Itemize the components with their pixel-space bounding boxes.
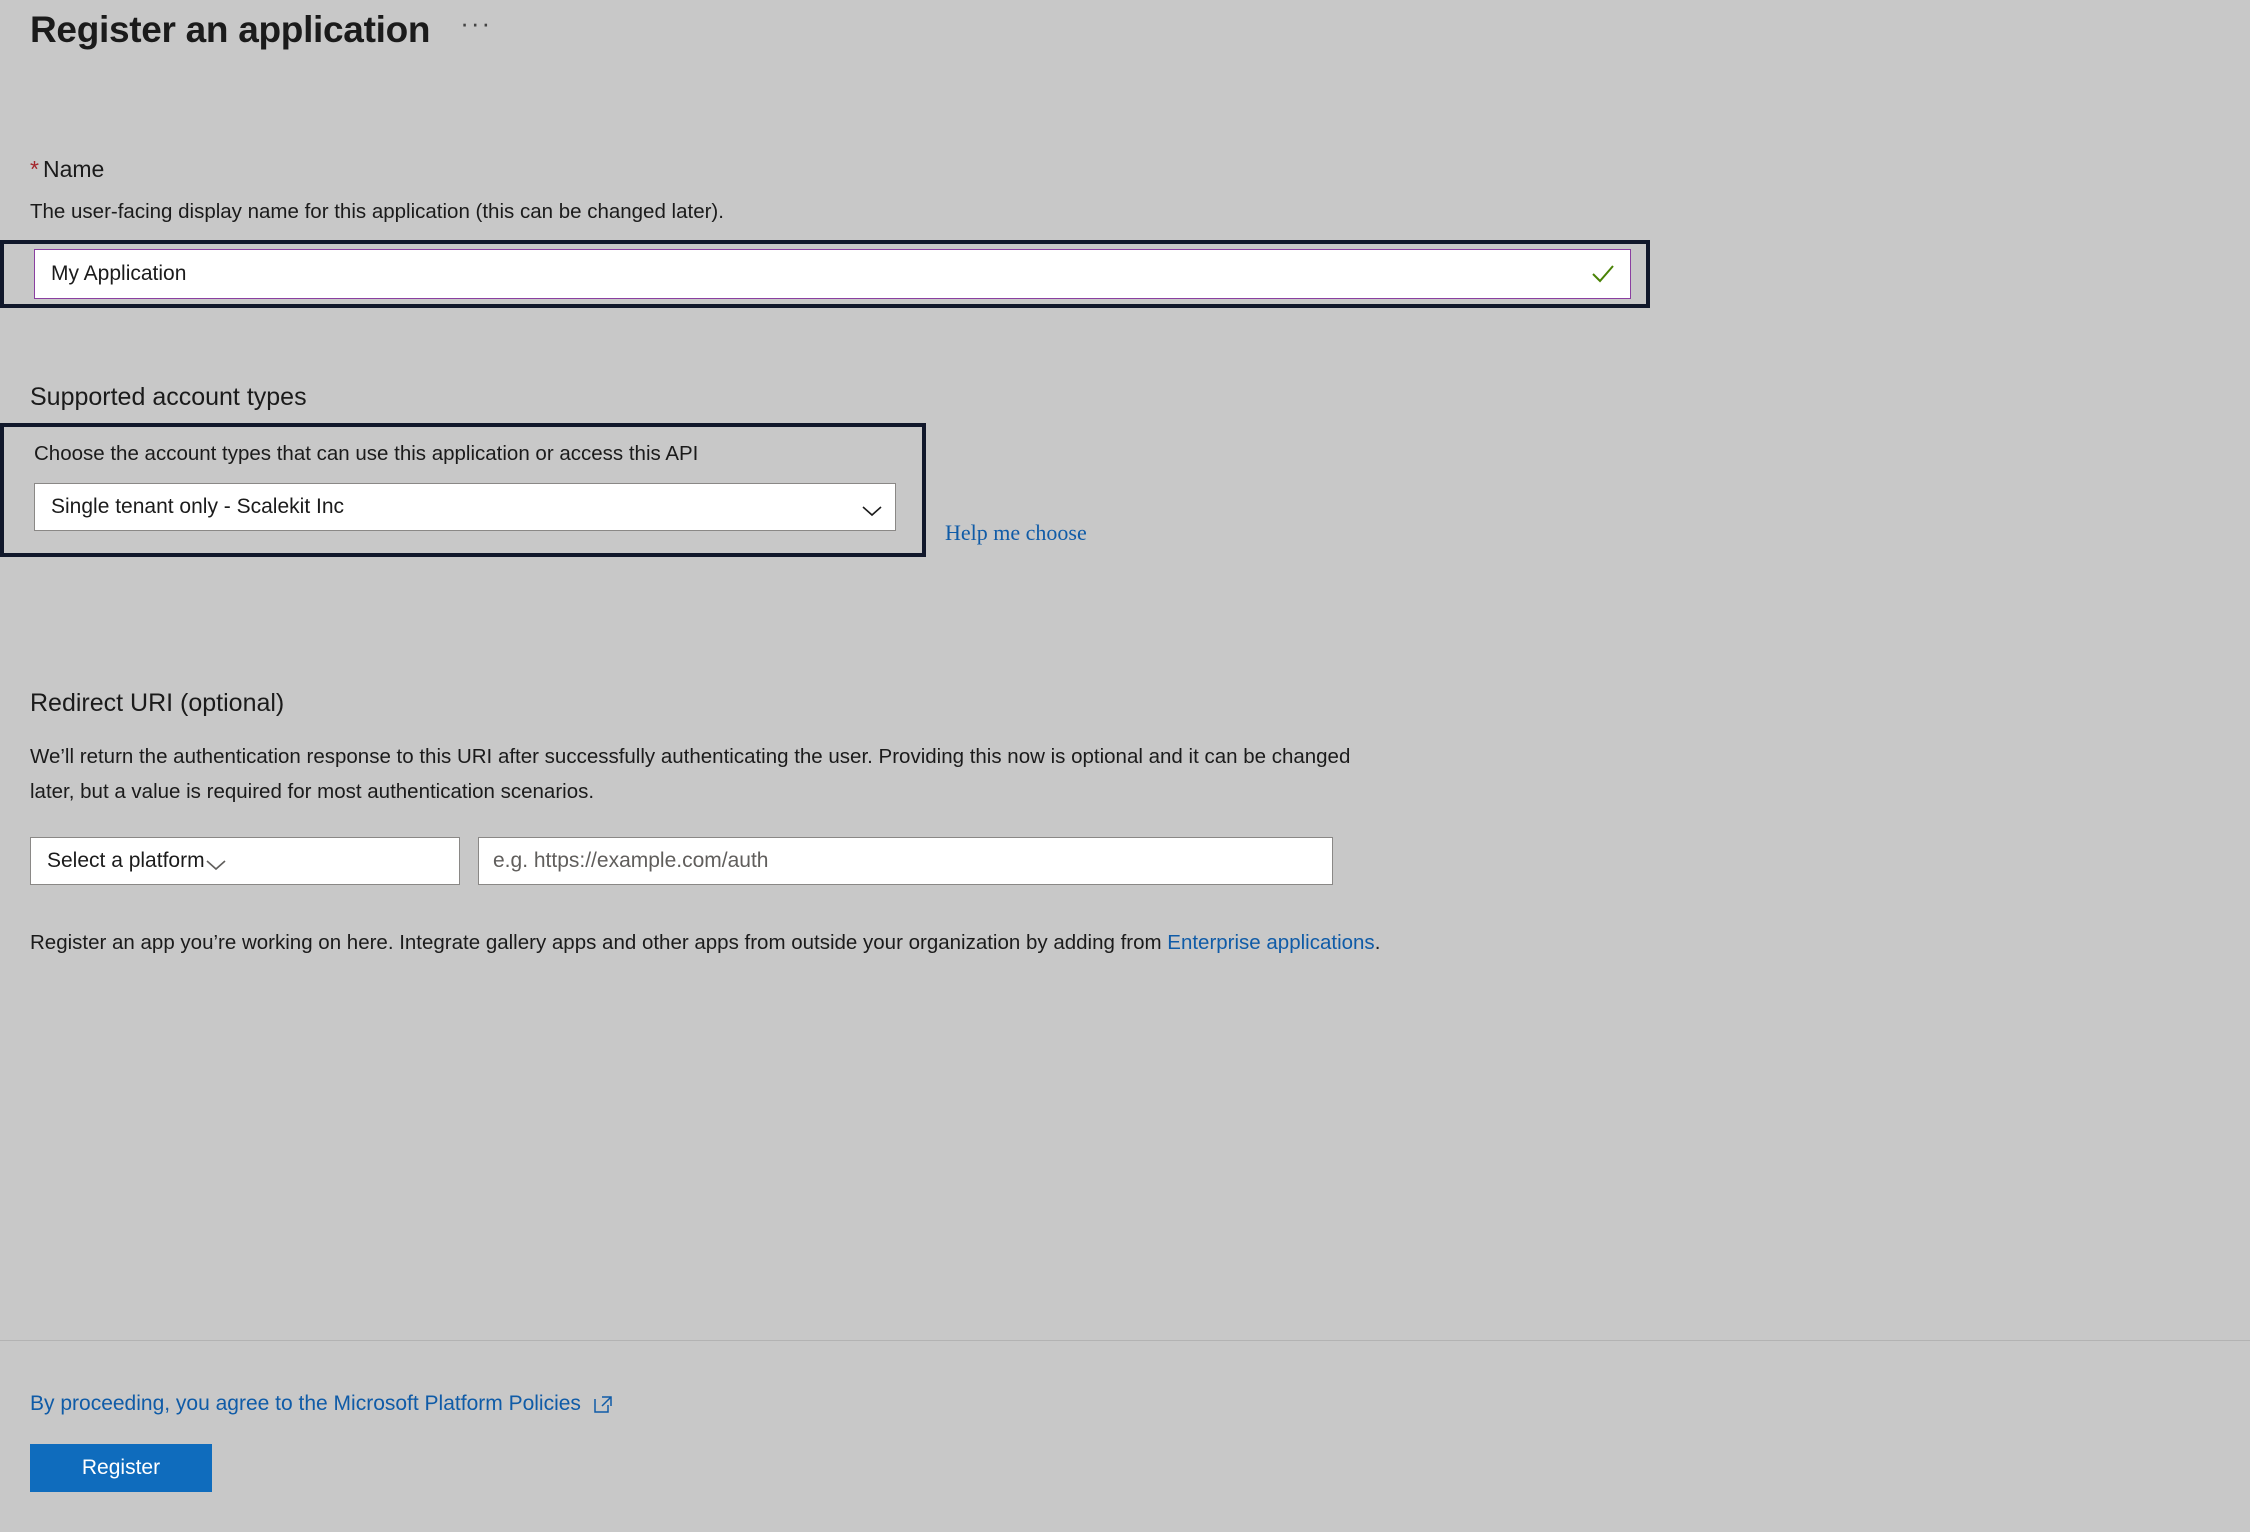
account-types-dropdown[interactable]	[34, 483, 896, 531]
redirect-uri-heading: Redirect URI (optional)	[30, 689, 285, 717]
name-label-text: Name	[42, 156, 105, 182]
footer-divider	[0, 1340, 2250, 1341]
name-field-focus-ring	[0, 240, 1650, 308]
enterprise-apps-footnote	[30, 929, 2250, 957]
name-label	[30, 155, 2250, 183]
title-row	[30, 0, 2250, 60]
footnote-text-after: .	[1374, 931, 1381, 954]
account-types-row	[34, 483, 904, 531]
redirect-uri-input[interactable]	[478, 837, 1333, 885]
enterprise-applications-link[interactable]: Enterprise applications	[1167, 931, 1375, 954]
more-actions-icon[interactable]: ···	[460, 8, 493, 38]
redirect-uri-placeholder: e.g. https://example.com/auth	[493, 849, 769, 872]
external-link-icon	[593, 1394, 613, 1414]
account-types-section	[30, 381, 2250, 557]
account-types-description: Choose the account types that can use this application or access this API	[34, 442, 699, 465]
name-section	[30, 155, 2250, 308]
account-types-inner	[34, 441, 904, 531]
name-description: The user-facing display name for this application (this can be changed later).	[30, 200, 724, 223]
redirect-uri-section	[30, 687, 2250, 957]
platform-dropdown-placeholder: Select a platform	[47, 849, 205, 872]
register-button[interactable]: Register	[30, 1444, 212, 1492]
chevron-down-icon	[861, 500, 883, 514]
platform-dropdown[interactable]	[30, 837, 460, 885]
platform-policies-row	[30, 1392, 613, 1416]
account-types-heading: Supported account types	[30, 383, 307, 411]
footer-area	[30, 1392, 613, 1492]
page-title: Register an application	[30, 9, 431, 50]
redirect-uri-row	[30, 837, 2250, 885]
account-types-selected-value: Single tenant only - Scalekit Inc	[51, 495, 344, 518]
checkmark-icon	[1590, 261, 1616, 287]
platform-policies-link[interactable]: By proceeding, you agree to the Microsoft Platform Policies	[30, 1392, 581, 1415]
required-asterisk: *	[30, 156, 39, 182]
footnote-text-before: Register an app you’re working on here. Integrate gallery apps and other apps from outside your organization by adding from	[30, 931, 1168, 954]
help-me-choose-link[interactable]: Help me choose	[945, 520, 1087, 545]
account-types-focus-ring	[0, 423, 926, 557]
name-input-value: My Application	[51, 262, 187, 285]
chevron-down-icon	[205, 854, 227, 868]
redirect-uri-description: We’ll return the authentication response to this URI after successfully authenticating the user. Providing this now is optional and it can be changed later, but a value is required for most authentication scenarios.	[30, 745, 1351, 803]
name-input[interactable]	[34, 249, 1631, 299]
